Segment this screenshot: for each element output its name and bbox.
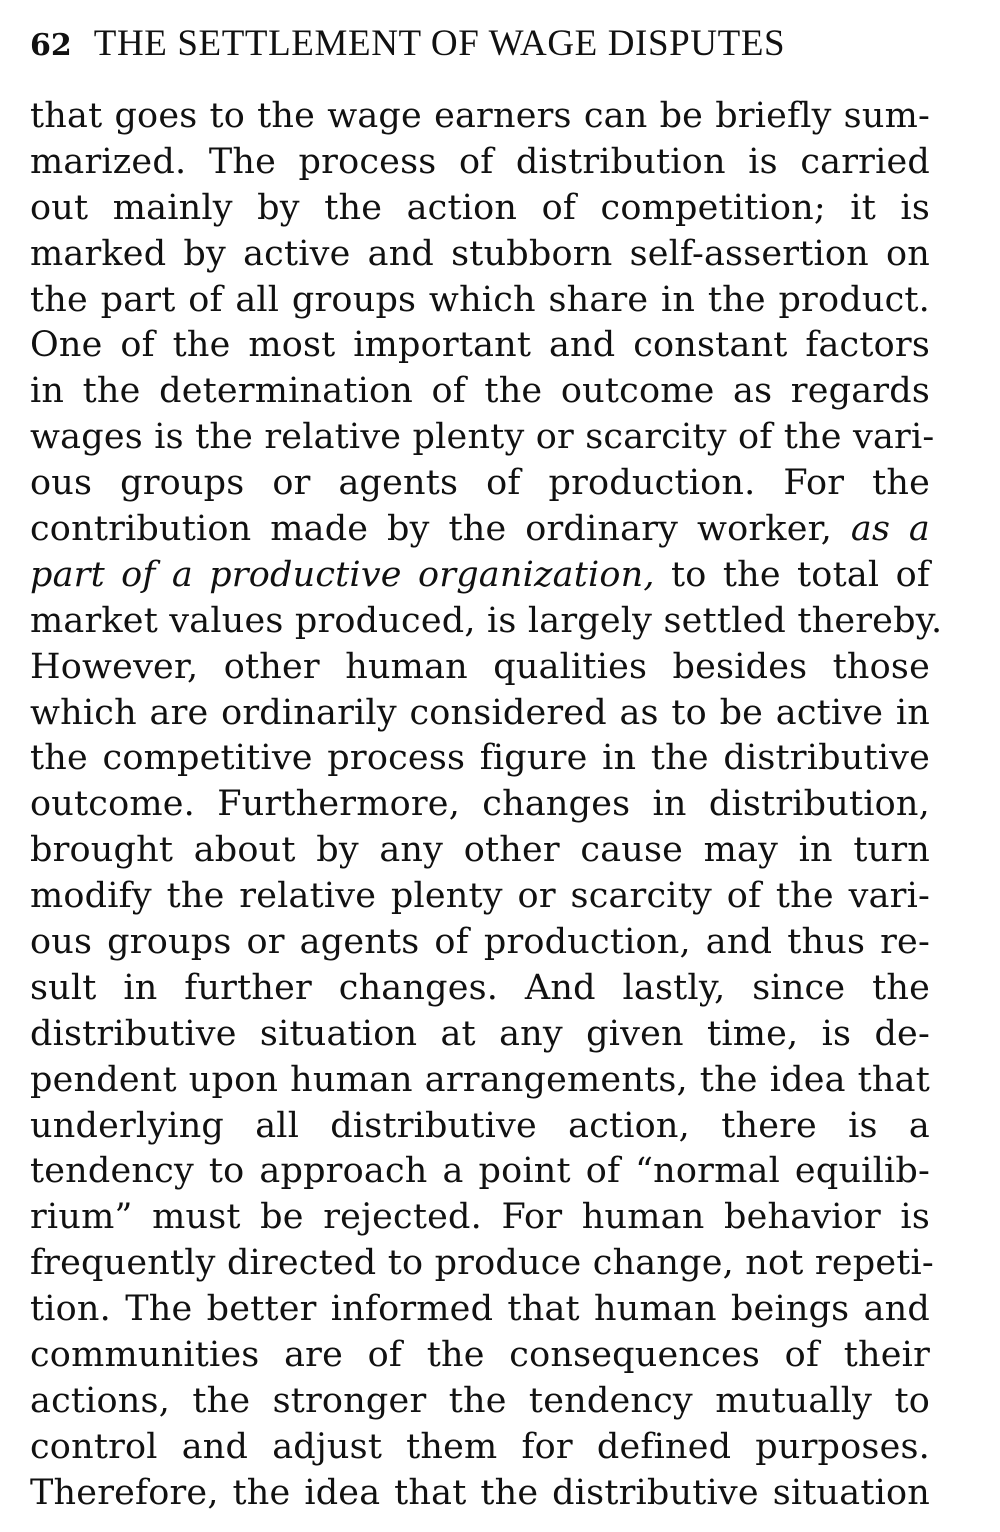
text-line: ous groups or agents of production, and thus re- (30, 922, 930, 963)
text-line-with-italic (30, 553, 930, 599)
text-line-end: to the total of (671, 554, 931, 595)
text-line: brought about by any other cause may in turn (30, 830, 930, 871)
text-line: communities are of the consequences of their (30, 1335, 930, 1376)
text-line: out mainly by the action of competition; it is (30, 187, 930, 228)
running-head: THE SETTLEMENT OF WAGE DISPUTES (93, 23, 786, 64)
text-line: the part of all groups which share in the product. (30, 279, 930, 320)
text-line: Therefore, the idea that the distributive situation (30, 1472, 930, 1513)
text-line: actions, the stronger the tendency mutually to (30, 1380, 930, 1421)
text-line: underlying all distributive action, there is a (30, 1105, 930, 1146)
text-line: modify the relative plenty or scarcity of the vari- (30, 876, 930, 917)
text-line: marked by active and stubborn self-assertion on (30, 233, 930, 274)
body-text (30, 94, 943, 1517)
text-line: tion. The better informed that human beings and (30, 1289, 930, 1330)
text-line: in the determination of the outcome as regards (30, 371, 930, 412)
text-line-with-italic (30, 507, 930, 553)
text-line: marized. The process of distribution is carried (30, 141, 930, 182)
text-line: pendent upon human arrangements, the idea that (30, 1059, 930, 1100)
text-line: outcome. Furthermore, changes in distribution, (30, 784, 930, 825)
text-line: tendency to approach a point of “normal equilib- (30, 1151, 930, 1192)
text-line: rium” must be rejected. For human behavior is (30, 1197, 930, 1238)
text-line: However, other human qualities besides those (30, 646, 930, 687)
text-line: wages is the relative plenty or scarcity of the vari- (30, 417, 935, 458)
text-line: distributive situation at any given time, is de- (30, 1013, 930, 1054)
italic-text: part of a productive organization, (30, 554, 655, 595)
text-line: which are ordinarily considered as to be active in (30, 692, 930, 733)
text-line: frequently directed to produce change, not repeti- (30, 1243, 934, 1284)
text-line: that goes to the wage earners can be briefly sum- (30, 96, 930, 136)
text-line: the competitive process figure in the distributive (30, 738, 930, 779)
text-line-start: contribution made by the ordinary worker, (30, 509, 833, 550)
text-line: market values produced, is largely settled thereby. (30, 600, 943, 641)
italic-text: as a (850, 509, 930, 550)
text-line: One of the most important and constant factors (30, 325, 930, 366)
text-line: control and adjust them for defined purposes. (30, 1426, 930, 1467)
page-header (30, 22, 930, 66)
page-number: 62 (30, 28, 72, 63)
text-line: sult in further changes. And lastly, since the (30, 967, 930, 1008)
text-line: ous groups or agents of production. For the (30, 463, 930, 504)
